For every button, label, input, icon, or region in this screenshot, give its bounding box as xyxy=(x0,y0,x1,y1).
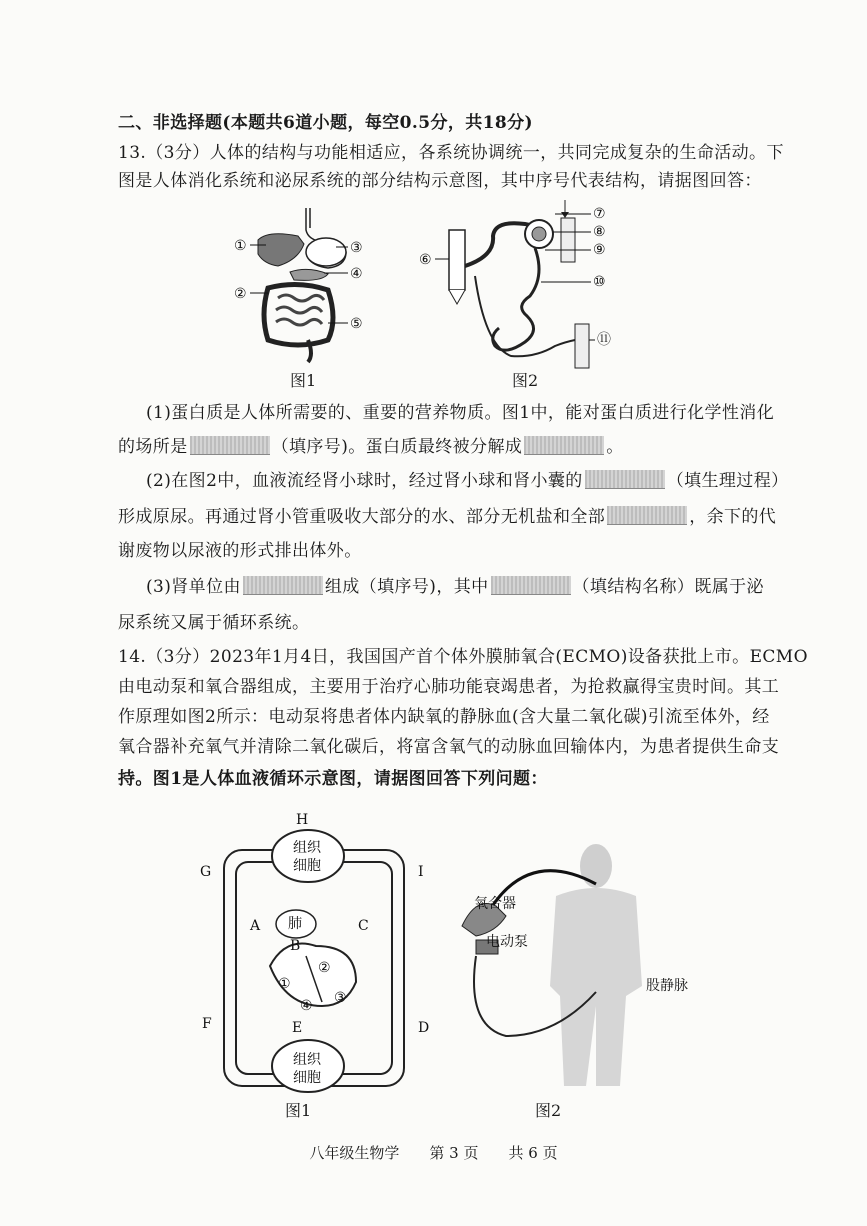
fig1-label-4: ④ xyxy=(350,266,363,282)
lung-label: 肺 xyxy=(288,916,302,932)
label-I: I xyxy=(418,864,424,880)
pump-label: 电动泵 xyxy=(486,934,528,950)
q13-p2-line1: (2)在图2中，血液流经肾小球时，经过肾小球和肾小囊的 （填生理过程） xyxy=(146,471,789,491)
answer-blank-1[interactable] xyxy=(190,436,270,455)
label-D: D xyxy=(418,1020,430,1036)
tissue-bottom-2: 细胞 xyxy=(293,1070,321,1086)
nephron-figure xyxy=(415,196,625,376)
blood-circulation-figure xyxy=(196,806,436,1096)
q13-fig2-caption: 图2 xyxy=(512,371,539,390)
fig2-label-7: ⑦ xyxy=(593,206,606,222)
section-header: 二、非选择题(本题共6道小题，每空0.5分，共18分) xyxy=(118,113,533,133)
fig1-label-5: ⑤ xyxy=(350,316,363,332)
q14-fig2-caption: 图2 xyxy=(535,1101,562,1120)
q13-line2: 图是人体消化系统和泌尿系统的部分结构示意图，其中序号代表结构，请据图回答： xyxy=(118,171,762,191)
label-E: E xyxy=(292,1020,303,1036)
q14-fig1-caption: 图1 xyxy=(285,1101,312,1120)
q13-fig1-caption: 图1 xyxy=(290,371,317,390)
q13-p3-line1: (3)肾单位由 组成（填序号)，其中 （填结构名称）既属于泌 xyxy=(146,577,764,597)
q13-p2-line2: 形成原尿。再通过肾小管重吸收大部分的水、部分无机盐和全部 ，余下的代 xyxy=(118,507,777,527)
label-H: H xyxy=(296,812,309,828)
chamber-1: ① xyxy=(278,976,291,992)
fig2-label-6: ⑥ xyxy=(419,252,432,268)
digestive-system-figure xyxy=(228,200,368,370)
fig1-label-3: ③ xyxy=(350,240,363,256)
q14-line2: 由电动泵和氧合器组成，主要用于治疗心肺功能衰竭患者，为抢救赢得宝贵时间。其工 xyxy=(118,677,780,697)
fig2-label-9: ⑨ xyxy=(593,242,606,258)
fig2-label-11: ⑪ xyxy=(597,332,611,348)
label-A: A xyxy=(250,918,261,934)
tissue-top-2: 细胞 xyxy=(293,858,321,874)
q13-p3-line2: 尿系统又属于循环系统。 xyxy=(118,613,310,633)
q14-line1: 14.（3分）2023年1月4日，我国国产首个体外膜肺氧合(ECMO)设备获批上市。ECMO xyxy=(118,647,808,667)
q13-p2-line3: 谢废物以尿液的形式排出体外。 xyxy=(118,541,362,561)
q14-line3: 作原理如图2所示：电动泵将患者体内缺氧的静脉血(含大量二氧化碳)引流至体外，经 xyxy=(118,707,770,727)
fig2-label-8: ⑧ xyxy=(593,224,606,240)
fig2-label-10: ⑩ xyxy=(593,274,606,290)
label-C: C xyxy=(358,918,369,934)
tissue-top-1: 组织 xyxy=(293,840,321,856)
tissue-bottom-1: 组织 xyxy=(293,1052,321,1068)
label-F: F xyxy=(202,1016,212,1032)
q13-line1: 13.（3分）人体的结构与功能相适应，各系统协调统一，共同完成复杂的生命活动。下 xyxy=(118,143,784,163)
q13-p1-line1: (1)蛋白质是人体所需要的、重要的营养物质。图1中，能对蛋白质进行化学性消化 xyxy=(146,403,775,423)
chamber-2: ② xyxy=(318,960,331,976)
q13-p1-line2: 的场所是 （填序号)。蛋白质最终被分解成 。 xyxy=(118,437,624,457)
fig1-label-2: ② xyxy=(234,286,247,302)
page-footer: 八年级生物学 第 3 页 共 6 页 xyxy=(309,1144,558,1162)
answer-blank-5[interactable] xyxy=(243,576,323,595)
answer-blank-6[interactable] xyxy=(491,576,571,595)
label-G: G xyxy=(200,864,212,880)
chamber-3: ③ xyxy=(334,990,347,1006)
answer-blank-2[interactable] xyxy=(524,436,604,455)
ecmo-figure xyxy=(446,836,706,1096)
label-B: B xyxy=(290,938,301,954)
chamber-4: ④ xyxy=(300,998,313,1014)
q14-line4: 氧合器补充氧气并清除二氧化碳后，将富含氧气的动脉血回输体内，为患者提供生命支 xyxy=(118,737,780,757)
oxygenator-label: 氧合器 xyxy=(474,896,516,912)
answer-blank-4[interactable] xyxy=(607,506,687,525)
q14-line5: 持。图1是人体血液循环示意图，请据图回答下列问题： xyxy=(118,769,548,789)
fig1-label-1: ① xyxy=(234,238,247,254)
answer-blank-3[interactable] xyxy=(585,470,665,489)
femoral-vein-label: 股静脉 xyxy=(646,978,688,994)
